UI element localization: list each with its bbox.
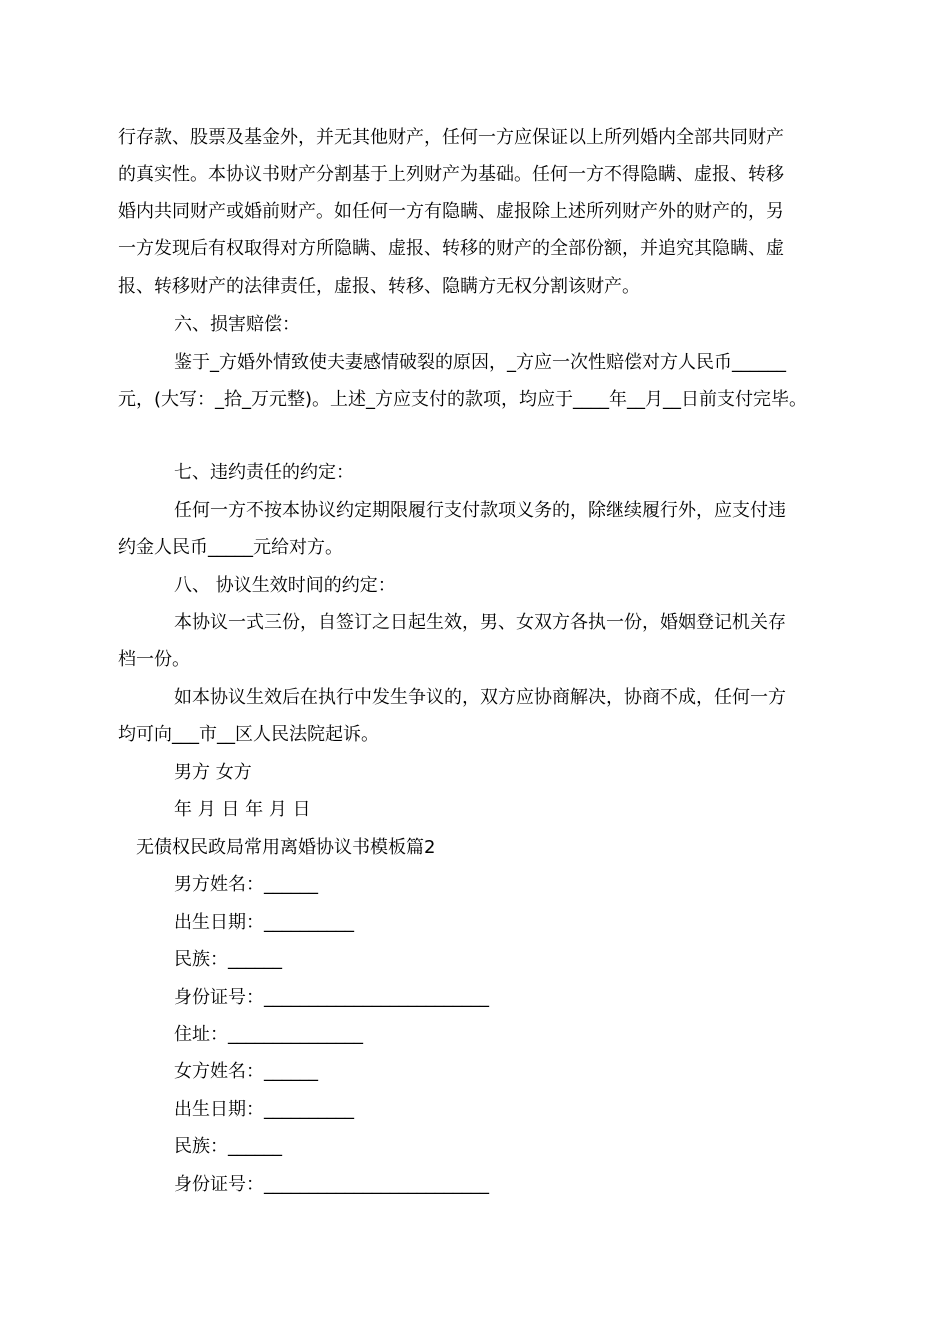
body-line: 鉴于_方婚外情致使夫妻感情破裂的原因，_方应一次性赔偿对方人民币______ (174, 352, 786, 373)
body-line: 均可向___市__区人民法院起诉。 (118, 724, 379, 745)
body-line: 任何一方不按本协议约定期限履行支付款项义务的，除继续履行外，应支付违 (174, 500, 786, 521)
body-line: 的真实性。本协议书财产分割基于上列财产为基础。任何一方不得隐瞒、虚报、转移 (118, 164, 784, 185)
form-field: 住址：_______________ (174, 1024, 363, 1045)
form-field: 身份证号：_________________________ (174, 1174, 489, 1195)
form-field: 出生日期：__________ (174, 1099, 354, 1120)
date-line: 年 月 日 年 月 日 (174, 799, 311, 820)
section-heading: 六、损害赔偿： (174, 314, 300, 335)
section-heading: 七、违约责任的约定： (174, 462, 354, 483)
body-line: 报、转移财产的法律责任，虚报、转移、隐瞒方无权分割该财产。 (118, 276, 640, 297)
form-field: 出生日期：__________ (174, 912, 354, 933)
body-line: 如本协议生效后在执行中发生争议的，双方应协商解决，协商不成，任何一方 (174, 687, 786, 708)
form-field: 民族：______ (174, 949, 282, 970)
signature-line: 男方 女方 (174, 762, 252, 783)
section-heading: 八、 协议生效时间的约定： (174, 575, 396, 596)
body-line: 婚内共同财产或婚前财产。如任何一方有隐瞒、虚报除上述所列财产外的财产的，另 (118, 201, 784, 222)
body-line: 档一份。 (118, 649, 190, 670)
form-field: 男方姓名：______ (174, 874, 318, 895)
body-line: 行存款、股票及基金外，并无其他财产，任何一方应保证以上所列婚内全部共同财产 (118, 127, 784, 148)
form-field: 身份证号：_________________________ (174, 987, 489, 1008)
form-field: 女方姓名：______ (174, 1061, 318, 1082)
form-field: 民族：______ (174, 1136, 282, 1157)
body-line: 本协议一式三份，自签订之日起生效，男、女双方各执一份，婚姻登记机关存 (174, 612, 786, 633)
body-line: 元，(大写：_拾_万元整)。上述_方应支付的款项，均应于____年__月__日前支付完毕。 (118, 389, 808, 410)
template-title: 无债权民政局常用离婚协议书模板篇2 (136, 837, 436, 858)
body-line: 一方发现后有权取得对方所隐瞒、虚报、转移的财产的全部份额，并追究其隐瞒、虚 (118, 238, 784, 259)
body-line: 约金人民币_____元给对方。 (118, 537, 343, 558)
